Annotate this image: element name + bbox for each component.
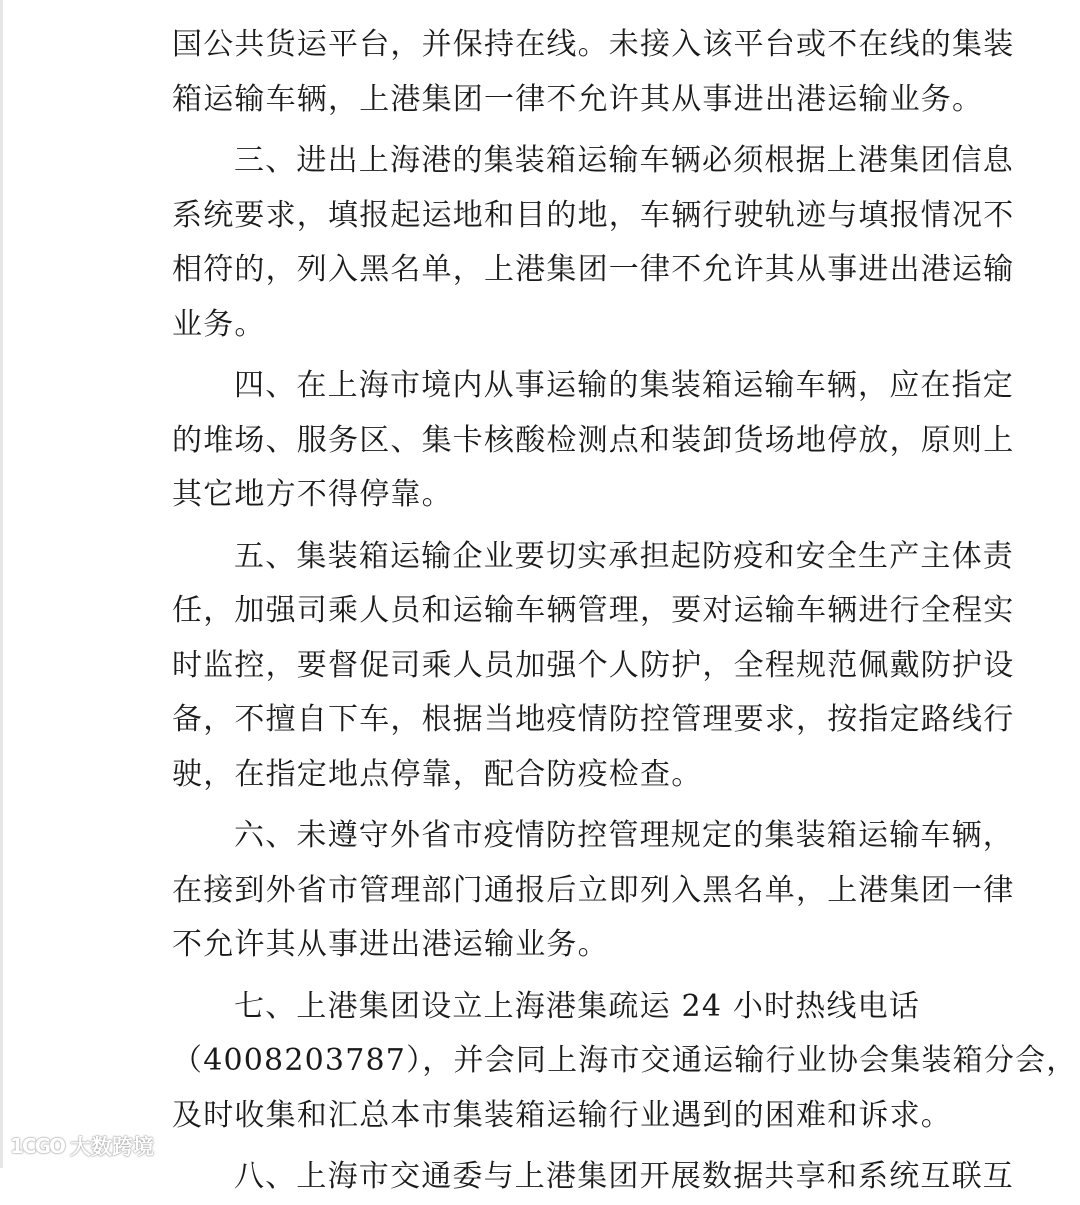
watermark-text: 大数跨境: [70, 1135, 155, 1159]
text-line: 时监控，要督促司乘人员加强个人防护，全程规范佩戴防护设: [172, 647, 1015, 683]
text-line: 及时收集和汇总本市集装箱运输行业遇到的困难和诉求。: [172, 1097, 952, 1133]
text-line: 系统要求，填报起运地和目的地，车辆行驶轨迹与填报情况不: [172, 197, 1015, 233]
text-line: 相符的，列入黑名单，上港集团一律不允许其从事进出港运输: [172, 252, 1015, 287]
text-line: 任，加强司乘人员和运输车辆管理，要对运输车辆进行全程实: [172, 593, 1015, 628]
paragraph-item-3: [172, 134, 1015, 352]
text-line: 备，不擅自下车，根据当地疫情防控管理要求，按指定路线行: [172, 702, 1015, 737]
paragraph-item-7: [172, 980, 1078, 1144]
text-line: 在接到外省市管理部门通报后立即列入黑名单，上港集团一律: [172, 872, 1015, 908]
text-line: 的堆场、服务区、集卡核酸检测点和装卸货场地停放，原则上: [172, 422, 1015, 458]
text-line: 六、未遵守外省市疫情防控管理规定的集装箱运输车辆，: [234, 818, 1014, 853]
text-line: 驶，在指定地点停靠，配合防疫检查。: [172, 756, 703, 792]
text-line: 八、上海市交通委与上港集团开展数据共享和系统互联互: [234, 1159, 1014, 1194]
paragraph-item-6: [172, 809, 1015, 973]
paragraph-item-5: [172, 530, 1015, 803]
text-line: 箱运输车辆，上港集团一律不允许其从事进出港运输业务。: [172, 81, 984, 117]
text-line: 国公共货运平台，并保持在线。未接入该平台或不在线的集装: [172, 27, 1015, 62]
text-line: 不允许其从事进出港运输业务。: [172, 927, 609, 962]
text-line: 其它地方不得停靠。: [172, 477, 453, 512]
text-line: （4008203787），并会同上海市交通运输行业协会集装箱分会，: [172, 1043, 1078, 1078]
paragraph-continued: [172, 18, 1015, 127]
watermark-logo-icon: 1CGO: [10, 1134, 65, 1158]
text-line: 三、进出上海港的集装箱运输车辆必须根据上港集团信息: [234, 143, 1014, 178]
text-line: 七、上港集团设立上海港集疏运 24 小时热线电话: [234, 988, 921, 1024]
document-body: [172, 18, 1078, 1205]
text-line: 四、在上海市境内从事运输的集装箱运输车辆，应在指定: [234, 368, 1014, 403]
paragraph-item-4: [172, 359, 1015, 523]
text-line: 五、集装箱运输企业要切实承担起防疫和安全生产主体责: [234, 538, 1014, 574]
paragraph-item-8: [172, 1150, 1014, 1205]
watermark: [10, 1131, 154, 1161]
page-edge: [0, 0, 3, 1168]
text-line: 业务。: [172, 306, 266, 342]
